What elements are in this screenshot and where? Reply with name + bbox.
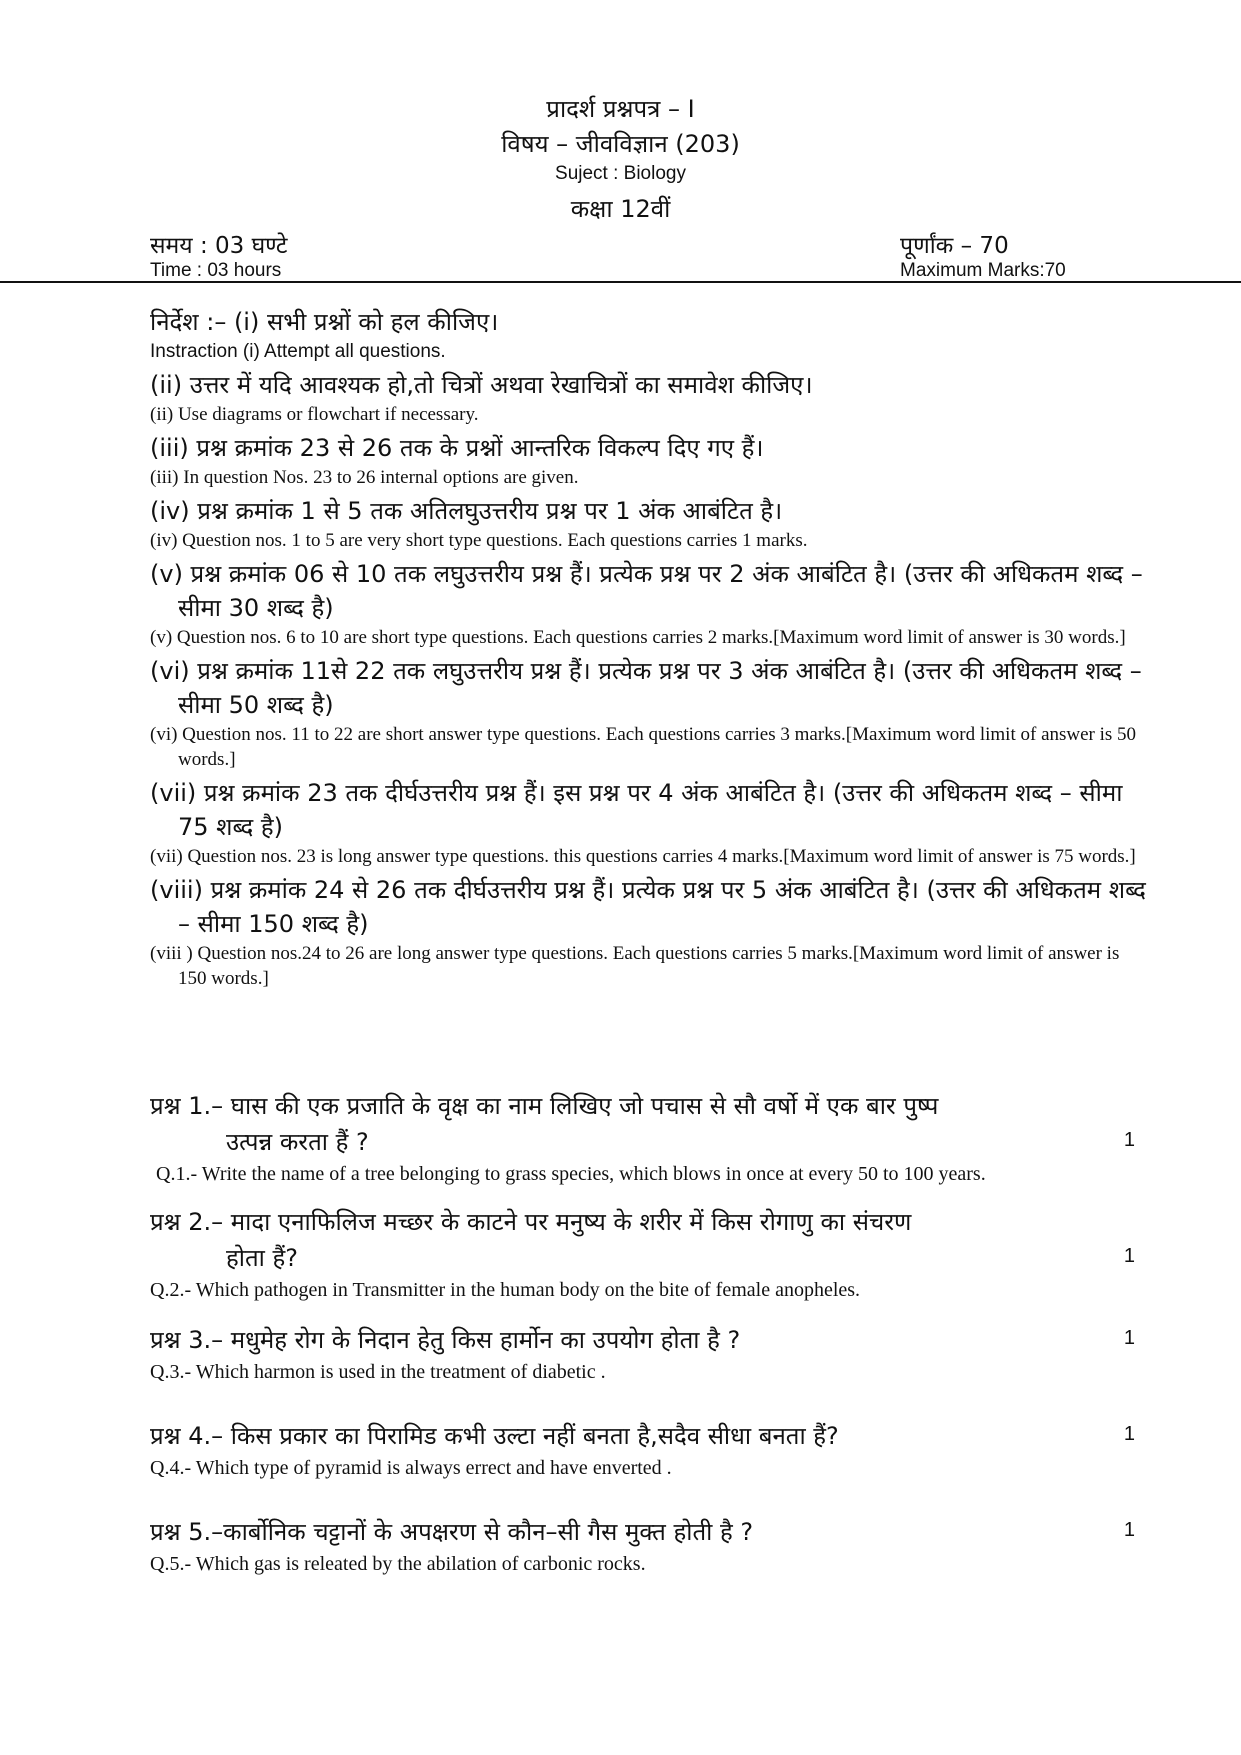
question-english: Q.4.- Which type of pyramid is always errect and have enverted . xyxy=(150,1457,672,1479)
question-4 xyxy=(150,1418,1140,1482)
question-2 xyxy=(150,1204,1140,1304)
subject-english: Suject : Biology xyxy=(555,163,686,184)
paper-title: प्रादर्श प्रश्नपत्र – I xyxy=(546,95,695,123)
subject-hindi: विषय – जीवविज्ञान (203) xyxy=(501,130,740,158)
instruction-english: (vi) Question nos. 11 to 22 are short answer type questions. Each questions carries 3 marks.[Maximum word limit of answer is 50 words.] xyxy=(150,724,1137,770)
question-hindi: प्रश्न 2.– मादा एनाफिलिज मच्छर के काटने पर मनुष्य के शरीर में किस रोगाणु का संचरण xyxy=(150,1208,912,1236)
question-1 xyxy=(150,1088,1140,1188)
question-english: Q.1.- Write the name of a tree belonging to grass species, which blows in once at every 50 to 100 years. xyxy=(156,1163,986,1185)
question-5 xyxy=(150,1514,1140,1578)
instruction-english: (v) Question nos. 6 to 10 are short type questions. Each questions carries 2 marks.[Maximum word limit of answer is 30 words.] xyxy=(150,627,1126,648)
instruction-english: (vii) Question nos. 23 is long answer type questions. this questions carries 4 marks.[Maximum word limit of answer is 75 words.] xyxy=(150,846,1136,867)
header-divider xyxy=(0,281,1241,283)
instruction-hindi: (v) प्रश्न क्रमांक 06 से 10 तक लघुउत्तरीय प्रश्न हैं। प्रत्येक प्रश्न पर 2 अंक आबंटित है। (उत्तर की अधिकतम शब्द – सीमा 30 शब्द है) xyxy=(150,560,1143,622)
question-marks: 1 xyxy=(1123,1519,1135,1541)
time-hindi: समय : 03 घण्टे xyxy=(150,233,288,259)
question-hindi-continued: उत्पन्न करता हैं ? 1 xyxy=(150,1124,1140,1160)
instruction-hindi: (iv) प्रश्न क्रमांक 1 से 5 तक अतिलघुउत्तरीय प्रश्न पर 1 अंक आबंटित है। xyxy=(150,497,783,525)
question-english: Q.3.- Which harmon is used in the treatment of diabetic . xyxy=(150,1361,606,1383)
instruction-hindi: (ii) उत्तर में यदि आवश्यक हो,तो चित्रों अथवा रेखाचित्रों का समावेश कीजिए। xyxy=(150,371,813,399)
instruction-english: (iii) In question Nos. 23 to 26 internal options are given. xyxy=(150,467,579,488)
instruction-hindi: (iii) प्रश्न क्रमांक 23 से 26 तक के प्रश्नों आन्तरिक विकल्प दिए गए हैं। xyxy=(150,434,764,462)
question-marks: 1 xyxy=(1123,1129,1135,1151)
instruction-hindi: निर्देश :– (i) सभी प्रश्नों को हल कीजिए। xyxy=(150,308,499,336)
question-marks: 1 xyxy=(1123,1245,1135,1267)
question-english: Q.5.- Which gas is releated by the abilation of carbonic rocks. xyxy=(150,1553,646,1575)
question-hindi: प्रश्न 5.–कार्बोनिक चट्टानों के अपक्षरण से कौन–सी गैस मुक्त होती है ? 1 xyxy=(150,1514,1140,1550)
question-marks: 1 xyxy=(1123,1327,1135,1349)
instruction-english: (iv) Question nos. 1 to 5 are very short type questions. Each questions carries 1 marks. xyxy=(150,530,808,551)
instruction-english: (viii ) Question nos.24 to 26 are long answer type questions. Each questions carries 5 marks.[Maximum word limit of answer is 150 words.] xyxy=(150,943,1120,989)
marks-hindi: पूर्णांक – 70 xyxy=(900,233,1009,259)
class-label: कक्षा 12वीं xyxy=(570,195,671,223)
instruction-english: (ii) Use diagrams or flowchart if necessary. xyxy=(150,404,479,425)
question-hindi-continued: होता हैं? 1 xyxy=(150,1240,1140,1276)
question-hindi: प्रश्न 4.– किस प्रकार का पिरामिड कभी उल्टा नहीं बनता है,सदैव सीधा बनता हैं? 1 xyxy=(150,1418,1140,1454)
time-english: Time : 03 hours xyxy=(150,260,282,281)
question-english: Q.2.- Which pathogen in Transmitter in the human body on the bite of female anopheles. xyxy=(150,1279,861,1301)
question-marks: 1 xyxy=(1123,1423,1135,1445)
instructions-section xyxy=(150,305,1150,995)
instruction-english: Instraction (i) Attempt all questions. xyxy=(150,341,446,362)
instruction-hindi: (viii) प्रश्न क्रमांक 24 से 26 तक दीर्घउत्तरीय प्रश्न हैं। प्रत्येक प्रश्न पर 5 अंक आबंटित है। (उत्तर की अधिकतम शब्द – सीमा 150 शब्द है) xyxy=(150,876,1146,938)
question-3 xyxy=(150,1322,1140,1386)
question-hindi: प्रश्न 3.– मधुमेह रोग के निदान हेतु किस हार्मोन का उपयोग होता है ? 1 xyxy=(150,1322,1140,1358)
instruction-hindi: (vii) प्रश्न क्रमांक 23 तक दीर्घउत्तरीय प्रश्न हैं। इस प्रश्न पर 4 अंक आबंटित है। (उत्तर की अधिकतम शब्द – सीमा 75 शब्द है) xyxy=(150,779,1123,841)
question-hindi: प्रश्न 1.– घास की एक प्रजाति के वृक्ष का नाम लिखिए जो पचास से सौ वर्षो में एक बार पुष्प xyxy=(150,1092,939,1120)
marks-english: Maximum Marks:70 xyxy=(900,260,1066,281)
instruction-hindi: (vi) प्रश्न क्रमांक 11से 22 तक लघुउत्तरीय प्रश्न हैं। प्रत्येक प्रश्न पर 3 अंक आबंटित है। (उत्तर की अधिकतम शब्द – सीमा 50 शब्द है) xyxy=(150,657,1142,719)
